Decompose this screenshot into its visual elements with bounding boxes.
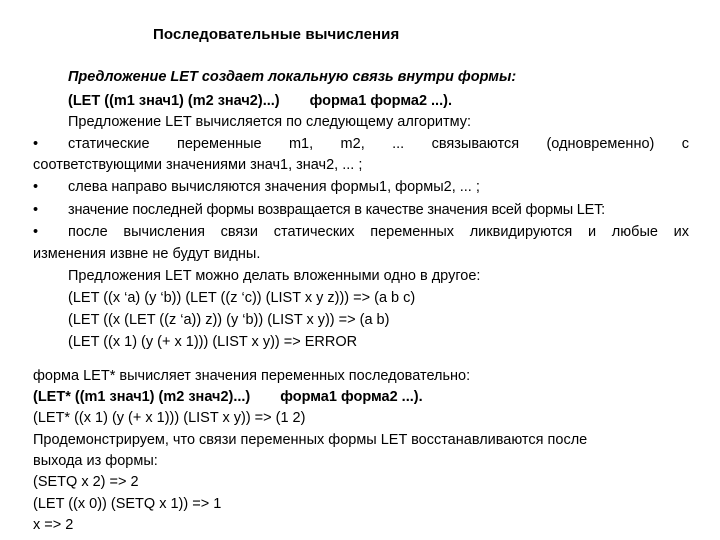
bullet-3-line-1: значение последней формы возвращается в качестве значения всей формы LET: [68,202,606,218]
bullet-4-line-2: изменения извне не будут видны. [33,246,261,262]
demo-line-2: выхода из формы: [33,453,158,469]
demo-line-1: Продемонстрируем, что связи переменных формы LET восстанавливаются после [33,432,588,448]
slide-title: Последовательные вычисления [153,26,400,43]
bullet-marker-1: • [33,136,39,152]
nested-example-3: (LET ((x 1) (y (+ x 1))) (LIST x y)) => ERROR [68,334,358,350]
bullet-marker-3: • [33,202,39,218]
nested-example-1: (LET ((x ‘a) (y ‘b)) (LET ((z ‘c)) (LIST x y z))) => (a b c) [68,290,416,306]
bullet-4-line-1: после вычисления связи статических переменных ликвидируются и любые их [68,224,689,240]
bullet-marker-2: • [33,179,39,195]
let-algorithm-intro: Предложение LET вычисляется по следующему алгоритму: [68,114,472,130]
let-star-syntax [33,387,423,407]
bullet-1-line-1: статические переменные m1, m2, ... связываются (одновременно) с [68,136,689,152]
nested-example-2: (LET ((x (LET ((z ‘a)) z)) (y ‘b)) (LIST x y)) => (a b) [68,312,390,328]
let-star-syntax-left: (LET* ((m1 знач1) (m2 знач2)...) [33,389,251,405]
bullet-marker-4: • [33,224,39,240]
let-syntax [68,91,452,111]
let-star-syntax-right: форма1 форма2 ...). [280,389,423,405]
code-line-1: (SETQ x 2) => 2 [33,474,139,490]
bullet-1-line-2: соответствующими значениями знач1, знач2, ... ; [33,157,363,173]
code-line-2: (LET ((x 0)) (SETQ x 1)) => 1 [33,496,222,512]
code-line-3: x => 2 [33,517,74,533]
bullet-2-line-1: слева направо вычисляются значения формы1, формы2, ... ; [68,179,480,195]
let-star-example: (LET* ((x 1) (y (+ x 1))) (LIST x y)) => (1 2) [33,410,306,426]
let-syntax-right: форма1 форма2 ...). [309,93,452,109]
let-heading: Предложение LET создает локальную связь внутри формы: [68,69,517,85]
let-star-intro: форма LET* вычисляет значения переменных последовательно: [33,368,471,384]
nested-intro: Предложения LET можно делать вложенными одно в другое: [68,268,481,284]
let-syntax-left: (LET ((m1 знач1) (m2 знач2)...) [68,93,280,109]
